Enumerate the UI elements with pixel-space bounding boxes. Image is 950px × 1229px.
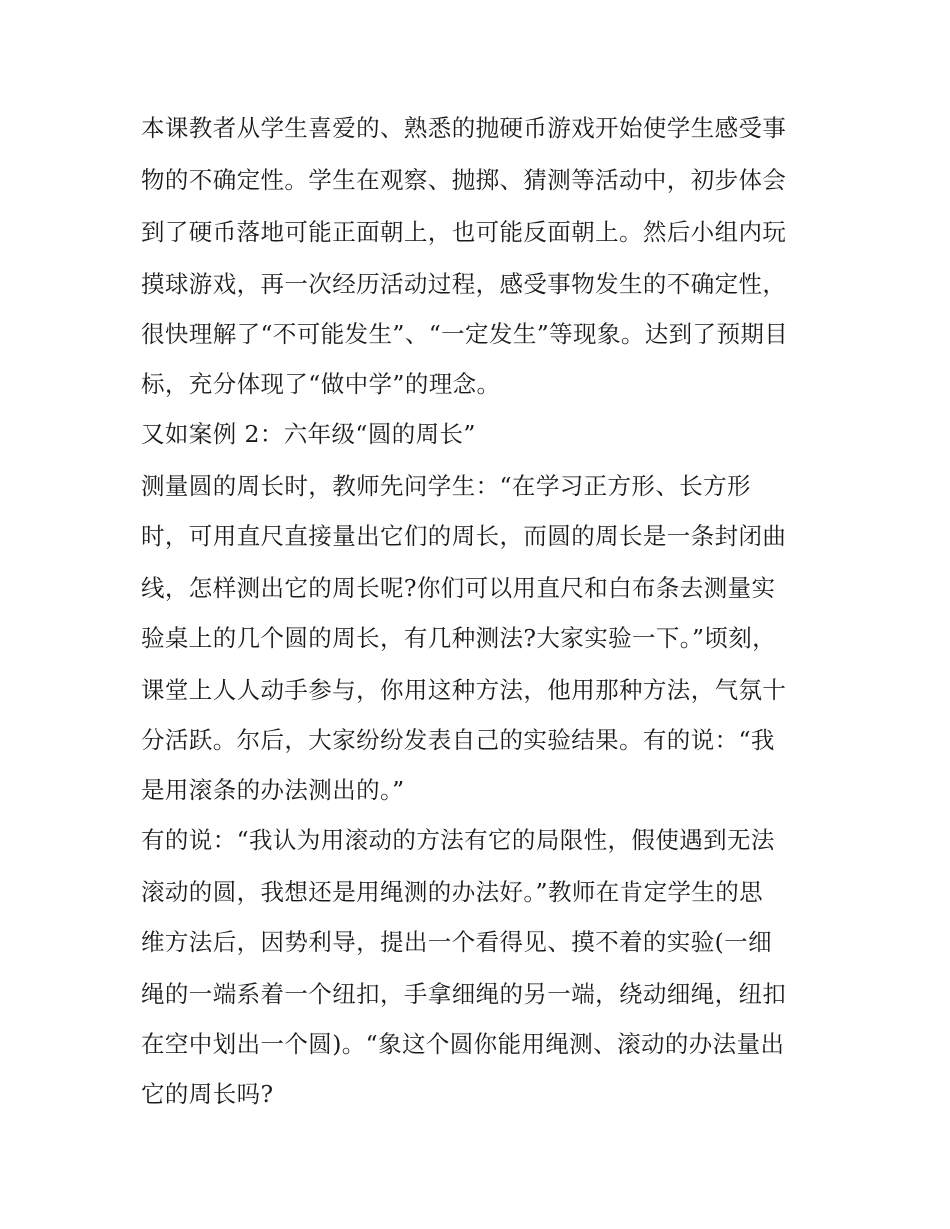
text-line: 维方法后，因势利导，提出一个看得见、摸不着的实验(一细 bbox=[141, 928, 772, 956]
text-line: 是用滚条的办法测出的。” bbox=[141, 776, 405, 804]
text-line: 课堂上人人动手参与，你用这种方法，他用那种方法，气氛十 bbox=[141, 676, 787, 704]
text-line: 在空中划出一个圆)。“象这个圆你能用绳测、滚动的办法量出 bbox=[141, 1030, 785, 1058]
text-line: 它的周长吗? bbox=[141, 1080, 274, 1108]
text-line: 测量圆的周长时，教师先问学生：“在学习正方形、长方形 bbox=[141, 472, 751, 500]
text-line: 本课教者从学生喜爱的、熟悉的抛硬币游戏开始使学生感受事 bbox=[141, 114, 787, 142]
text-line: 标，充分体现了“做中学”的理念。 bbox=[141, 370, 501, 398]
text-line: 验桌上的几个圆的周长，有几种测法?大家实验一下。”顷刻， bbox=[141, 624, 777, 652]
text-line: 分活跃。尔后，大家纷纷发表自己的实验结果。有的说：“我 bbox=[141, 726, 775, 754]
text-line: 有的说：“我认为用滚动的方法有它的局限性，假使遇到无法 bbox=[141, 826, 775, 854]
text-line: 线，怎样测出它的周长呢?你们可以用直尺和白布条去测量实 bbox=[141, 574, 776, 602]
text-line: 摸球游戏，再一次经历活动过程，感受事物发生的不确定性， bbox=[141, 270, 787, 298]
text-line: 时，可用直尺直接量出它们的周长，而圆的周长是一条封闭曲 bbox=[141, 522, 787, 550]
text-line: 物的不确定性。学生在观察、抛掷、猜测等活动中，初步体会 bbox=[141, 166, 787, 194]
text-line: 很快理解了“不可能发生”、“一定发生”等现象。达到了预期目 bbox=[141, 320, 789, 348]
text-line: 绳的一端系着一个纽扣，手拿细绳的另一端，绕动细绳，纽扣 bbox=[141, 980, 787, 1008]
text-line: 到了硬币落地可能正面朝上，也可能反面朝上。然后小组内玩 bbox=[141, 218, 787, 246]
section-heading: 又如案例 2：六年级“圆的周长” bbox=[141, 420, 476, 448]
text-line: 滚动的圆，我想还是用绳测的办法好。”教师在肯定学生的思 bbox=[141, 878, 764, 906]
